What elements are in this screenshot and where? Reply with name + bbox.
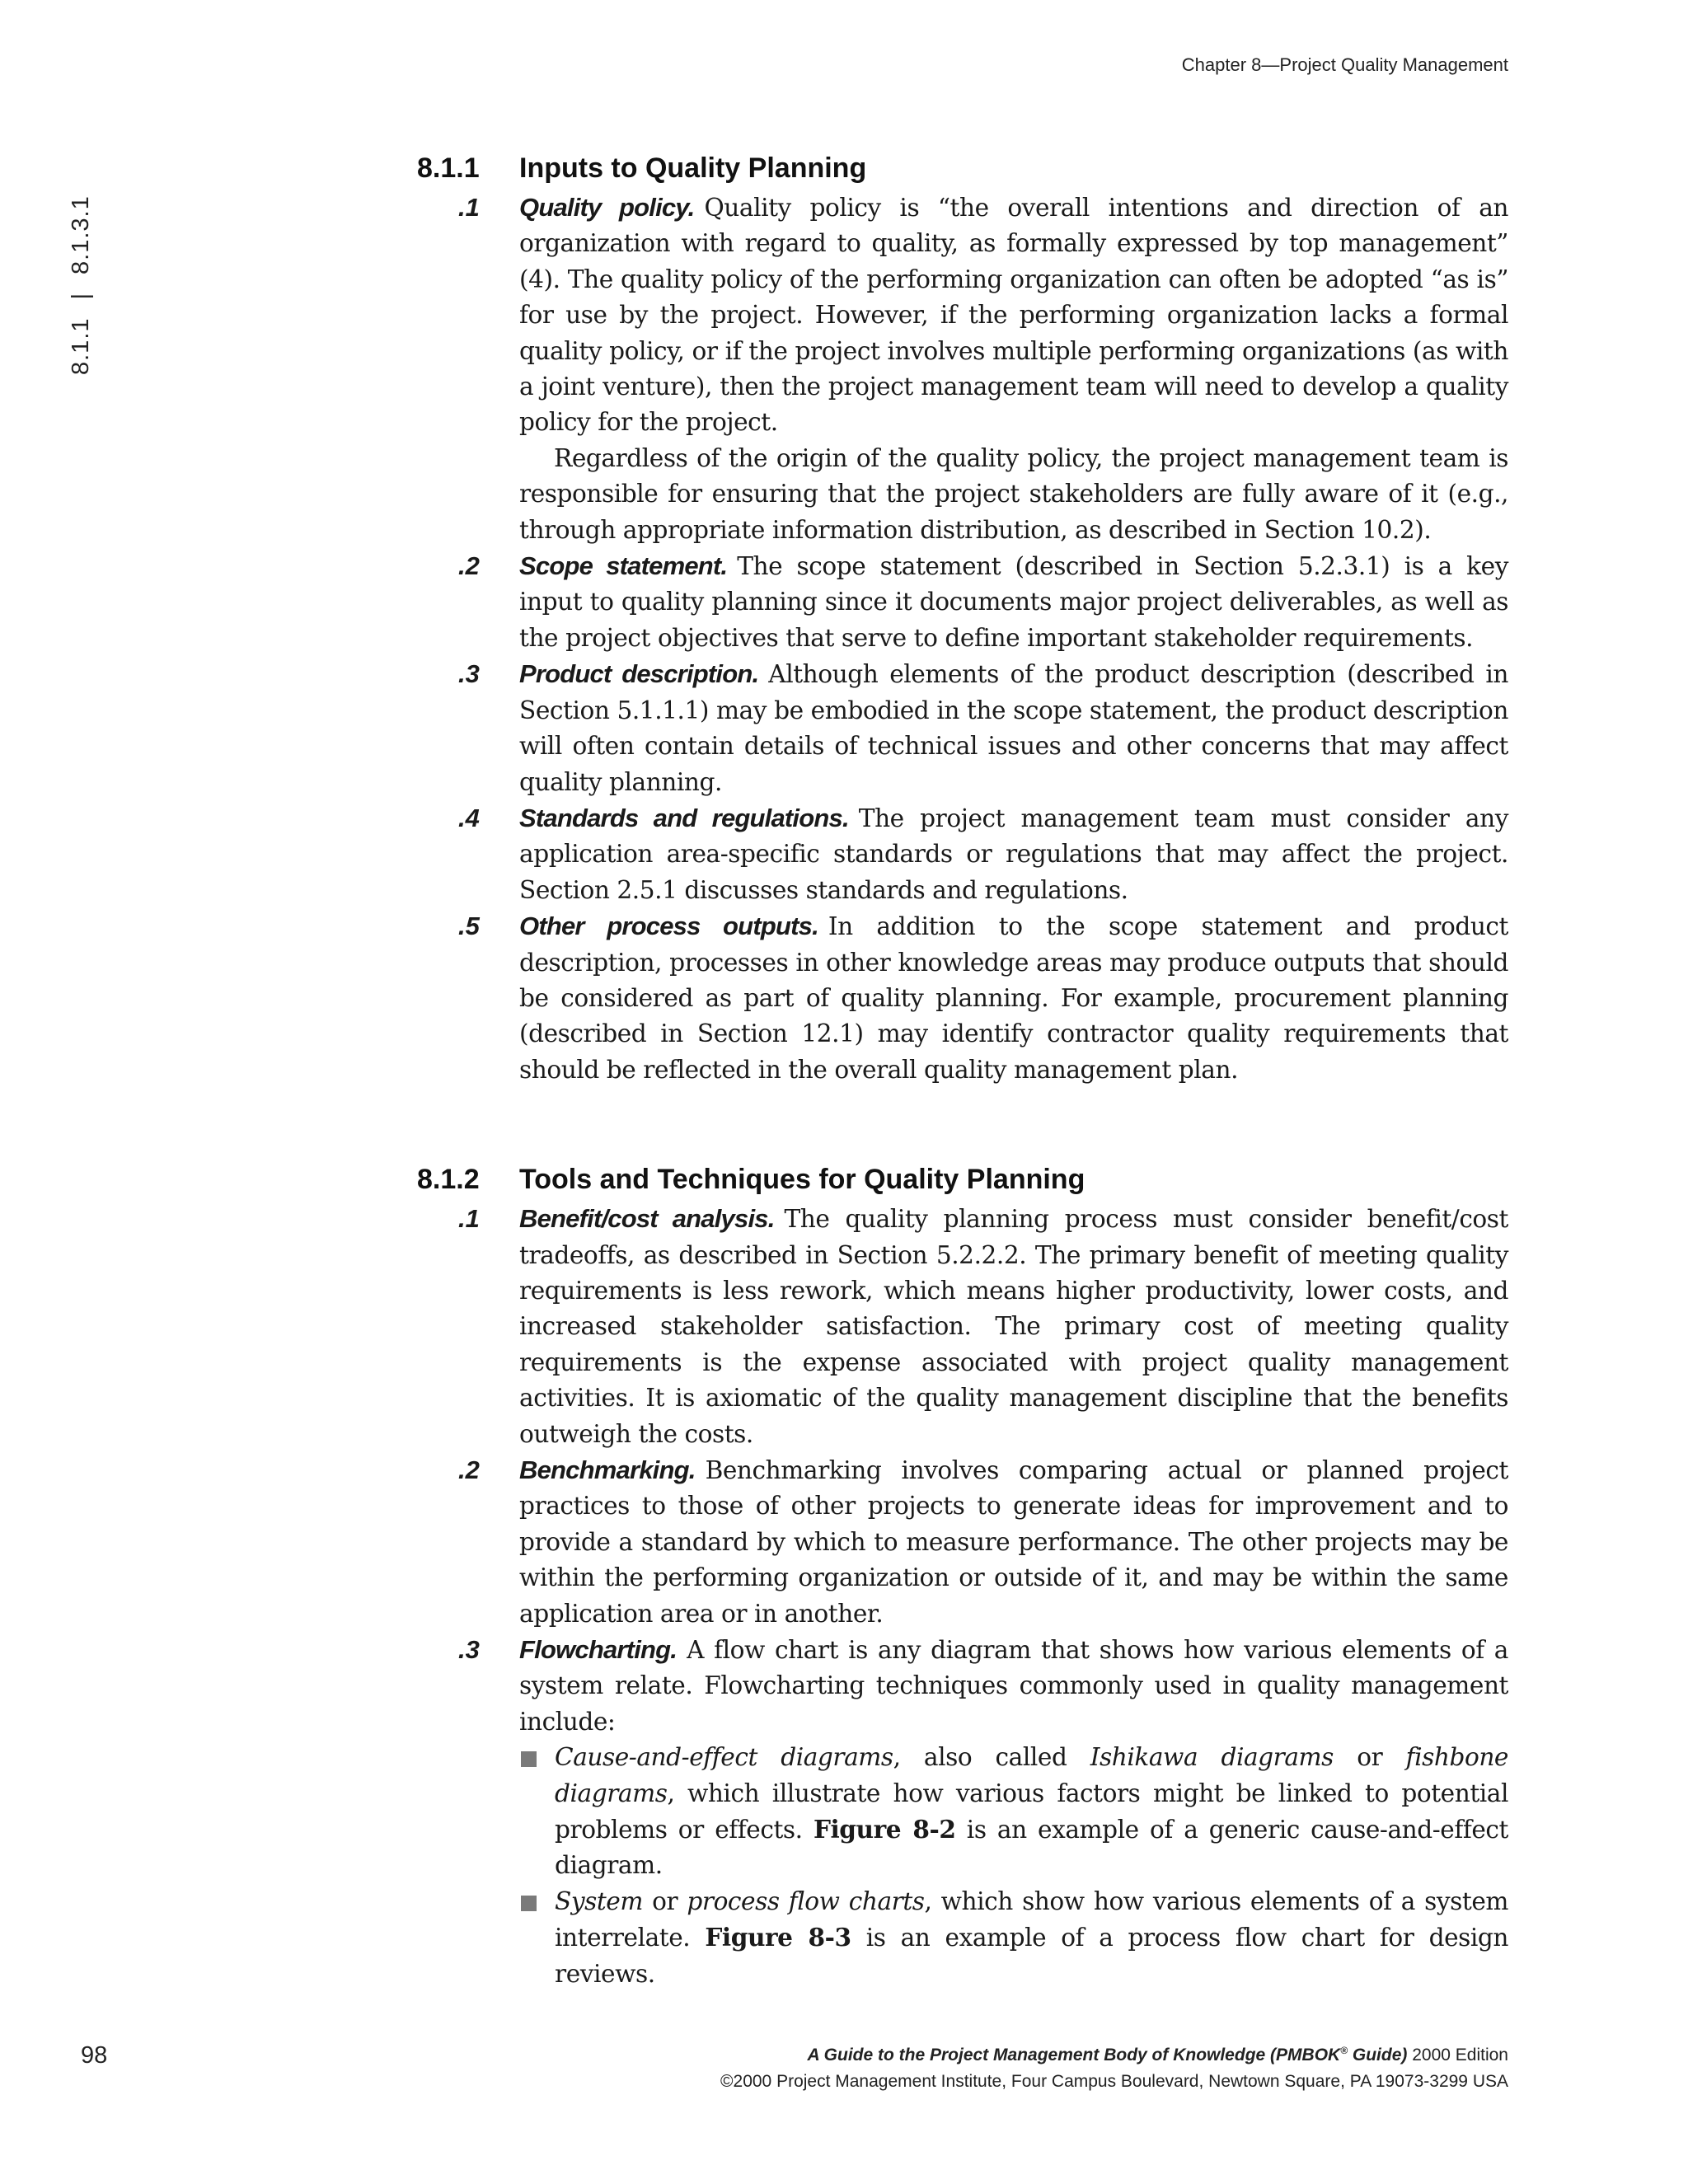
square-bullet-icon	[521, 1896, 537, 1911]
item-title: Other process outputs.	[519, 912, 818, 941]
list-item	[519, 1740, 1508, 1884]
item-paragraph	[519, 190, 1508, 441]
item-number: .2	[458, 551, 480, 581]
item-number: .2	[458, 1455, 480, 1484]
item-number: .5	[458, 912, 480, 941]
text: or	[642, 1886, 687, 1915]
item-quality-policy	[412, 190, 1508, 548]
main-content	[412, 147, 1508, 1992]
item-number: .1	[458, 1204, 480, 1234]
guide-title-end: Guide)	[1348, 2046, 1408, 2064]
item-number: .1	[458, 193, 480, 222]
margin-section-tab	[68, 195, 95, 375]
term: process flow charts	[687, 1886, 925, 1915]
item-title: Quality policy.	[519, 193, 695, 222]
page-footer	[720, 2037, 1508, 2095]
flowchart-bullet-list	[519, 1740, 1508, 1992]
running-head: Chapter 8—Project Quality Management	[1181, 54, 1508, 75]
term: System	[555, 1886, 643, 1915]
item-title: Flowcharting.	[519, 1635, 678, 1665]
item-text: The scope statement (described in Section 5.2.3.1) is a key input to quality planning since it documents major project deliverables, as well as the project objectives that serve to define important stakeholder requirements.	[519, 552, 1508, 652]
item-standards-and-regulations	[412, 800, 1508, 908]
list-item	[519, 1884, 1508, 1992]
figure-reference: Figure 8-2	[813, 1815, 956, 1844]
margin-tab-start: 8.1.1	[68, 317, 94, 375]
item-paragraph	[519, 656, 1508, 800]
section-tools-and-techniques	[412, 1158, 1508, 1992]
square-bullet-icon	[521, 1751, 537, 1767]
section-number: 8.1.2	[417, 1164, 480, 1196]
item-text: The project management team must consider any application area-specific standards or regulations that may affect the project. Section 2.5.1 discusses standards and regulations.	[519, 804, 1509, 904]
term: Ishikawa diagrams	[1090, 1743, 1334, 1772]
margin-tab-end: 8.1.3.1	[68, 195, 94, 274]
text: or	[1333, 1743, 1406, 1772]
item-benchmarking	[412, 1452, 1508, 1632]
text: , which show how various elements of a system interrelate.	[555, 1886, 1508, 1952]
footer-copyright: ©2000 Project Management Institute, Four Campus Boulevard, Newtown Square, PA 19073-3299 USA	[720, 2072, 1508, 2091]
page-number: 98	[81, 2042, 108, 2069]
item-text: Quality policy is “the overall intentions and direction of an organization with regard to quality, as formally expressed by top management” (4). The quality policy of the performing organization can often be adopted “as is” for use by the project. However, if the performing organization lacks a formal quality policy, or if the project involves multiple performing organizations (as with a joint venture), then the project management team will need to develop a quality policy for the project.	[519, 194, 1508, 437]
item-title: Scope statement.	[519, 551, 728, 581]
section-title: Inputs to Quality Planning	[519, 152, 867, 184]
item-title: Product description.	[519, 659, 759, 689]
item-paragraph	[519, 1201, 1508, 1452]
item-paragraph	[519, 548, 1508, 656]
margin-tab-separator: |	[68, 292, 94, 300]
item-text: Benchmarking involves comparing actual or planned project practices to those of other projects to generate ideas for improvement and to provide a standard by which to measure performance. The other projects may be within the performing organization or outside of it, and may be within the same application area or in another.	[519, 1456, 1508, 1628]
item-paragraph	[519, 1452, 1508, 1632]
section-inputs-to-quality-planning	[412, 147, 1508, 1088]
item-title: Benefit/cost analysis.	[519, 1204, 775, 1234]
section-heading	[412, 147, 1508, 190]
item-number: .3	[458, 659, 480, 689]
guide-title	[807, 2046, 1407, 2064]
section-heading	[412, 1158, 1508, 1201]
item-number: .4	[458, 803, 480, 832]
footer-guide-line	[720, 2037, 1508, 2069]
text: , which illustrate how various factors might be linked to potential problems or effects.	[555, 1779, 1508, 1844]
text: , also called	[893, 1743, 1090, 1772]
item-text: The quality planning process must consider benefit/cost tradeoffs, as described in Section 5.2.2.2. The primary benefit of meeting quality requirements is less rework, which means higher productivity, lower costs, and increased stakeholder satisfaction. The primary cost of meeting quality requirements is the expense associated with project quality management activities. It is axiomatic of the quality management discipline that the benefits outweigh the costs.	[519, 1205, 1508, 1448]
term: Cause-and-effect diagrams	[555, 1743, 893, 1772]
edition: 2000 Edition	[1407, 2046, 1508, 2064]
item-other-process-outputs	[412, 908, 1508, 1088]
text: is an example of a process flow chart for design reviews.	[555, 1924, 1508, 1988]
item-text: A flow chart is any diagram that shows how various elements of a system relate. Flowcharting techniques commonly used in quality management include:	[519, 1636, 1508, 1736]
item-title: Benchmarking.	[519, 1455, 696, 1484]
section-number: 8.1.1	[417, 152, 480, 184]
item-paragraph	[519, 800, 1508, 908]
text: is an example of a generic cause-and-effect diagram.	[555, 1816, 1508, 1880]
registered-mark: ®	[1340, 2045, 1348, 2056]
item-text: Although elements of the product description (described in Section 5.1.1.1) may be embodied in the scope statement, the product description will often contain details of technical issues and other concerns that may affect quality planning.	[519, 660, 1508, 796]
item-paragraph	[519, 1632, 1508, 1740]
guide-title-start: A Guide to the Project Management Body of Knowledge (PMBOK	[807, 2046, 1341, 2064]
item-product-description	[412, 656, 1508, 800]
item-text: In addition to the scope statement and product description, processes in other knowledge areas may produce outputs that should be considered as part of quality planning. For example, procurement planning (described in Section 12.1) may identify contractor quality requirements that should be reflected in the overall quality management plan.	[519, 912, 1508, 1084]
term: fishbone diagrams	[555, 1743, 1508, 1807]
section-title: Tools and Techniques for Quality Planning	[519, 1164, 1085, 1196]
item-paragraph	[519, 908, 1508, 1088]
item-flowcharting	[412, 1632, 1508, 1992]
item-title: Standards and regulations.	[519, 803, 849, 832]
item-continuation: Regardless of the origin of the quality policy, the project management team is responsible for ensuring that the project stakeholders are fully aware of it (e.g., through appropriate information distribution, as described in Section 10.2).	[519, 443, 1508, 544]
item-scope-statement	[412, 548, 1508, 656]
figure-reference: Figure 8-3	[705, 1923, 851, 1952]
item-benefit-cost-analysis	[412, 1201, 1508, 1452]
item-number: .3	[458, 1635, 480, 1665]
